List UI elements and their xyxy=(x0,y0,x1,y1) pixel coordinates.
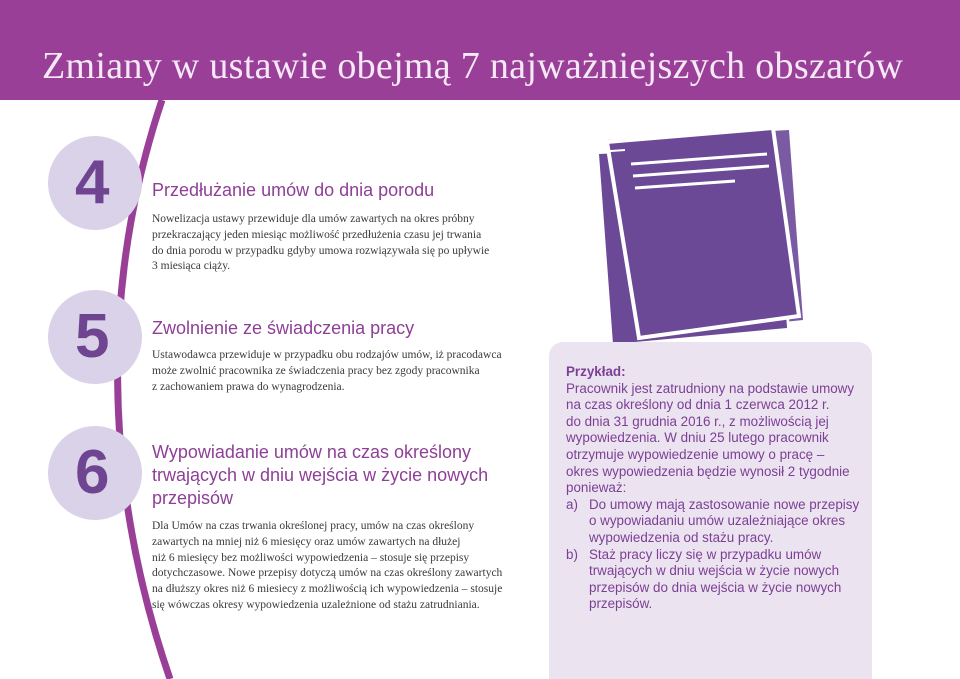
example-line: Pracownik jest zatrudniony na podstawie umowy xyxy=(566,380,855,396)
title-line: Wypowiadanie umów na czas określony xyxy=(152,442,471,462)
list-marker: a) xyxy=(566,496,578,512)
example-content xyxy=(566,364,866,613)
body-line: zawartych na mniej niż 6 miesięcy oraz umów zawartych na dłużej xyxy=(152,535,461,548)
body-line: z zachowaniem prawa do wynagrodzenia. xyxy=(152,380,345,393)
list-line: Do umowy mają zastosowanie nowe przepisy xyxy=(589,496,860,512)
body-line: może zwolnić pracownika ze świadczenia pracy bez zgody pracownika xyxy=(152,364,480,377)
section-title-6 xyxy=(152,441,532,510)
body-line: do dnia porodu w przypadku gdyby umowa rozwiązywała się po upływie xyxy=(152,244,490,257)
example-label: Przykład: xyxy=(566,364,626,379)
example-list-item-b xyxy=(566,547,866,613)
title-line: trwających w dniu wejścia w życie nowych xyxy=(152,465,489,485)
document-stack-icon xyxy=(585,120,825,370)
list-line: o wypowiadaniu umów uzależniające okres xyxy=(589,513,846,529)
list-line: Staż pracy liczy się w przypadku umów xyxy=(589,546,822,562)
section-body-6 xyxy=(152,519,532,614)
body-line: Ustawodawca przewiduje w przypadku obu rodzajów umów, iż pracodawca xyxy=(152,349,502,361)
example-line: do dnia 31 grudnia 2016 r., z możliwością jej xyxy=(566,413,829,429)
body-line: dotychczasowe. Nowe przepisy dotyczą umów na czas określony zawartych xyxy=(152,567,503,580)
title-line: przepisów xyxy=(152,488,234,508)
body-line: Nowelizacja ustawy przewiduje dla umów zawartych na okres próbny xyxy=(152,213,475,225)
body-line: niż 6 miesięcy bez możliwości wypowiedzenia – stosuje się przepisy xyxy=(152,551,470,564)
example-line: ponieważ: xyxy=(566,480,627,496)
list-line: przepisów do dnia wejścia w życie nowych xyxy=(589,579,842,595)
body-line: przekraczający jeden miesiąc możliwość przedłużenia czasu jej trwania xyxy=(152,228,482,241)
section-title-5: Zwolnienie ze świadczenia pracy xyxy=(152,318,415,338)
section-number-6: 6 xyxy=(75,438,110,507)
list-line: przepisów. xyxy=(589,596,653,612)
example-line: wypowiedzenia. W dniu 25 lutego pracownik xyxy=(566,430,829,446)
list-line: wypowiedzenia od stażu pracy. xyxy=(589,529,774,545)
section-title-4: Przedłużanie umów do dnia porodu xyxy=(152,180,435,200)
example-line: otrzymuje wypowiedzenie umowy o pracę – xyxy=(566,446,825,462)
body-line: na dłuższy okres niż 6 miesiecy z możliwością ich wypowiedzenia – stosuje xyxy=(152,583,503,596)
page-title: Zmiany w ustawie obejmą 7 najważniejszych obszarów xyxy=(42,45,904,87)
section-body-4 xyxy=(152,212,512,275)
list-line: trwających w dniu wejścia w życie nowych xyxy=(589,563,840,579)
section-number-5: 5 xyxy=(75,302,110,371)
body-line: się wówczas okresy wypowiedzenia uzależnione od stażu zatrudniania. xyxy=(152,598,480,611)
example-list-item-a xyxy=(566,497,866,547)
section-body-5 xyxy=(152,348,532,395)
example-line: okres wypowiedzenia będzie wynosił 2 tygodnie xyxy=(566,463,850,479)
section-number-4: 4 xyxy=(75,148,110,217)
example-line: na czas określony od dnia 1 czerwca 2012 r. xyxy=(566,397,830,413)
body-line: Dla Umów na czas trwania określonej pracy, umów na czas określony xyxy=(152,520,475,532)
body-line: 3 miesiąca ciąży. xyxy=(152,260,231,273)
list-marker: b) xyxy=(566,546,578,562)
